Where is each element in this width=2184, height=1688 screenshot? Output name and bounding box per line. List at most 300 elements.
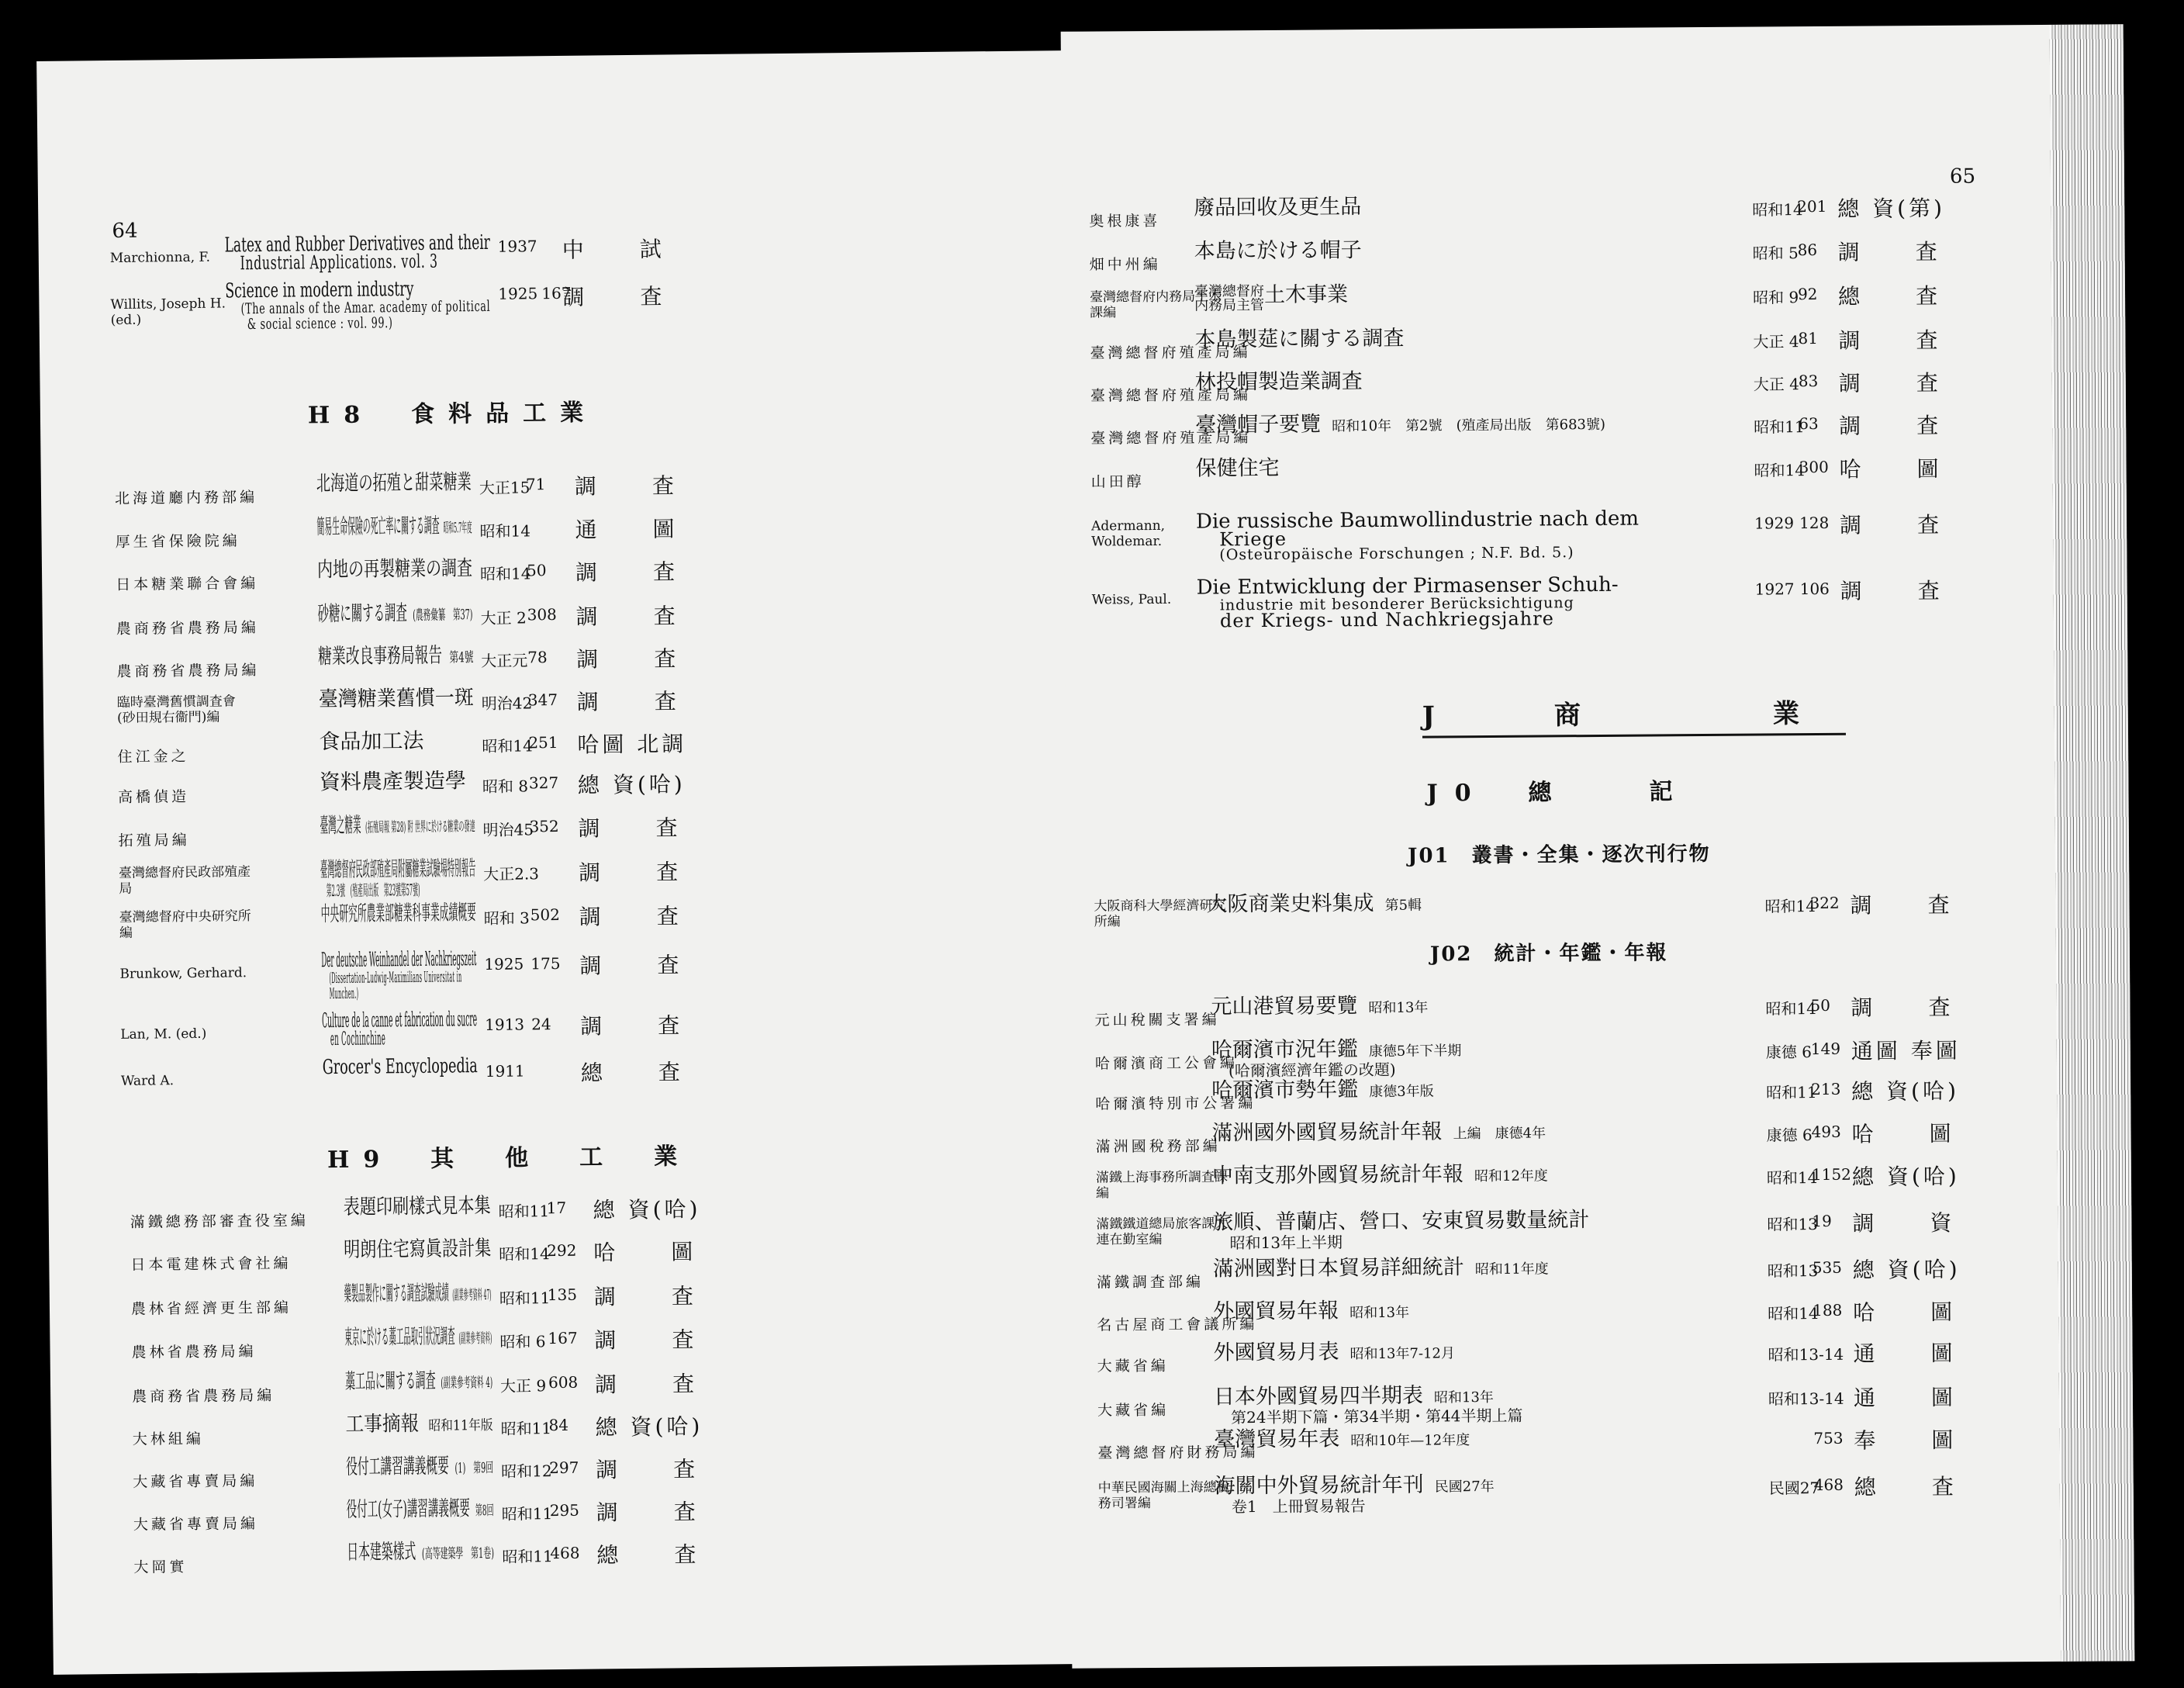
entry-author	[121, 1073, 174, 1089]
entry-pages: 308	[527, 605, 557, 624]
entry-author-line: 日本糖業聯合會編	[116, 575, 259, 593]
entry-year: 昭和 6	[499, 1332, 546, 1351]
entry-pages: 149	[1810, 1039, 1841, 1059]
entry-author	[120, 1026, 206, 1043]
entry-title-main: 北海道の拓殖と甜菜糖業	[316, 470, 472, 496]
entry-pages: 502	[530, 905, 561, 925]
entry-year: 昭和 3	[483, 908, 530, 929]
entry-title	[319, 687, 474, 711]
entry-note: 昭和13年	[1433, 1389, 1494, 1406]
entry-title-main: 明朗住宅寫眞設計集	[344, 1236, 492, 1262]
entry-note: 昭和13年7-12月	[1349, 1345, 1455, 1363]
entry-year: 昭和13-14	[1768, 1389, 1844, 1409]
entry-author-line: 哈爾濱商工公會編	[1094, 1054, 1239, 1073]
entry-title	[1213, 1299, 1409, 1324]
entry-author-line: Woldemar.	[1091, 533, 1163, 550]
entry-pages: 608	[548, 1372, 579, 1392]
entry-author-line: 奥根康喜	[1089, 212, 1161, 230]
entry-year: 昭和11	[1766, 1083, 1817, 1102]
entry-location: 調 査	[579, 903, 696, 930]
entry-title-main: 役付工講習講義概要	[345, 1454, 449, 1479]
right-page	[1061, 24, 2135, 1669]
entry-year: 昭和14	[1752, 200, 1803, 220]
entry-title: Science in modern industry (The annals of the Amar. academy of political & social science : vol. 99.)	[225, 277, 491, 334]
entry-title-cont: en Cochinchine	[330, 1027, 386, 1050]
entry-author-line: 連在勤室編	[1096, 1231, 1163, 1248]
entry-title	[1213, 1340, 1455, 1365]
entry-author-line: 大藏省專賣局編	[133, 1472, 258, 1491]
entry-pages: 327	[528, 773, 559, 793]
entry-year: 昭和11	[501, 1504, 553, 1524]
entry-author-line: Lan, M. (ed.)	[120, 1026, 207, 1043]
entry-title	[321, 901, 476, 926]
catalog-entry	[49, 1236, 1076, 1274]
entry-pages: 213	[1811, 1079, 1841, 1099]
entry-title	[317, 557, 472, 582]
entry-title-main: 役付工(女子)講習講義概要	[346, 1496, 470, 1522]
entry-pages: 17	[546, 1198, 567, 1218]
entry-year: 大正2.3	[483, 864, 540, 884]
entry-year: 大正15	[479, 478, 530, 498]
entry-title	[320, 770, 466, 794]
entry-author	[119, 965, 247, 982]
entry-pages: 347	[527, 690, 558, 710]
entry-title	[321, 949, 477, 1001]
entry-title-main: Die russische Baumwollindustrie nach dem	[1195, 507, 1640, 534]
entry-title-main: 外國貿易年報	[1213, 1299, 1339, 1324]
entry-title	[1194, 327, 1404, 352]
entry-pages: 753	[1813, 1428, 1844, 1448]
entry-location: 調 査	[594, 1326, 711, 1354]
entry-location: 調 査	[1837, 238, 1954, 265]
entry-location: 哈 圖	[1851, 1120, 1968, 1147]
catalog-entry	[43, 643, 1070, 680]
catalog-entry	[49, 1193, 1076, 1231]
entry-year: 昭和13	[1767, 1215, 1818, 1234]
entry-title	[1194, 283, 1348, 313]
entry-author-line: 臨時臺灣舊慣調査會	[116, 694, 236, 711]
entry-title	[1212, 1162, 1548, 1188]
entry-title-main: 滿洲國對日本貿易詳細統計	[1212, 1255, 1464, 1282]
catalog-entry	[1065, 572, 2127, 632]
entry-author-line: 臺灣總督府財務局編	[1097, 1444, 1259, 1462]
entry-note: 昭和13年	[1349, 1304, 1410, 1322]
entry-year: 昭和13	[1767, 1261, 1819, 1281]
entry-title-main: 臺灣帽子要覽	[1195, 412, 1322, 438]
catalog-entry	[42, 556, 1070, 593]
entry-location: 調 査	[579, 952, 696, 979]
entry-author	[130, 1252, 291, 1275]
entry-year: 昭和14	[1765, 999, 1817, 1019]
entry-location: 調 査	[1840, 511, 1957, 538]
page-number: 65	[1949, 164, 1976, 189]
entry-author-line: 元山稅關支署編	[1094, 1011, 1220, 1029]
entry-location: 總 査	[580, 1059, 698, 1086]
entry-year: 昭和12	[501, 1461, 552, 1481]
entry-author-line: Brunkow, Gerhard.	[119, 965, 247, 982]
entry-note: (副業參考資料 4)	[441, 1374, 493, 1392]
entry-title-cont: 昭和13年上半期	[1229, 1233, 1343, 1253]
entry-title	[319, 730, 423, 754]
entry-year: 昭和14	[1766, 1168, 1818, 1188]
entry-author-line: 大岡實	[133, 1558, 188, 1576]
entry-author	[1097, 1399, 1169, 1420]
entry-title-main: 東京に於ける藁工品取引狀況調査	[344, 1324, 455, 1350]
entry-year: 大正 9	[499, 1376, 547, 1396]
entry-author	[116, 616, 259, 638]
entry-author-line: 畑中州編	[1089, 255, 1161, 274]
entry-author-line: 拓殖局編	[118, 831, 190, 849]
entry-author-line: 務司署編	[1097, 1496, 1151, 1512]
entry-title-main: 中央研究所農業部糖業科事業成績概要	[320, 901, 476, 927]
entry-location: 總 査	[596, 1541, 714, 1569]
entry-year: 1937	[497, 237, 537, 256]
entry-title-small	[1194, 284, 1264, 313]
entry-author-line: 滿洲國稅務部編	[1095, 1137, 1221, 1156]
catalog-entry	[1069, 1162, 2131, 1202]
entry-title	[1212, 1209, 1589, 1251]
entry-title-main: 工事摘報	[345, 1411, 420, 1437]
entry-pages: 84	[548, 1415, 569, 1435]
entry-title-main: 本島製莚に關する調査	[1194, 326, 1405, 352]
entry-author-line: 滿鐵總務部審査役室編	[130, 1212, 309, 1231]
entry-title	[345, 1412, 492, 1437]
entry-year: 昭和11	[502, 1547, 553, 1566]
entry-author-line: 農林省農務局編	[131, 1343, 257, 1361]
catalog-entry	[1067, 891, 2130, 930]
entry-location: 總 資(哈)	[593, 1196, 701, 1223]
entry-author	[133, 1469, 257, 1492]
entry-location: 總 資(第)	[1837, 195, 1946, 222]
entry-note: 民國27年	[1434, 1478, 1495, 1496]
catalog-entry	[1067, 994, 2130, 1029]
entry-note: 昭和11年度	[1474, 1261, 1549, 1278]
section-heading-j02: J02 統計・年鑑・年報	[1429, 941, 1668, 967]
entry-title-main: Der deutsche Weinhandel der Nachkriegszeit	[321, 947, 477, 973]
entry-pages: 24	[531, 1015, 551, 1034]
entry-pages: 493	[1811, 1122, 1841, 1142]
catalog-entry	[1063, 326, 2125, 362]
entry-author-line: 臺灣總督府中央研究所	[119, 908, 251, 925]
entry-author	[116, 659, 259, 681]
catalog-entry	[50, 1324, 1077, 1361]
entry-location: 調 査	[578, 815, 695, 842]
entry-title-main: Grocer's Encyclopedia	[322, 1054, 478, 1080]
entry-note: 第5輯	[1384, 897, 1422, 914]
entry-year: 昭和14	[479, 564, 531, 584]
catalog-entry	[50, 1368, 1078, 1406]
entry-author-line: 大藏省專賣局編	[133, 1515, 259, 1534]
entry-author	[115, 529, 240, 552]
entry-location: 總 資(哈)	[1851, 1163, 1960, 1190]
catalog-entry	[43, 686, 1071, 726]
section-heading-j: J 商 業	[1422, 692, 1846, 738]
entry-pages: 468	[1813, 1475, 1844, 1495]
entry-title	[317, 601, 472, 626]
entry-title	[1194, 195, 1361, 220]
catalog-entry	[47, 1054, 1075, 1089]
entry-location: 調 査	[596, 1498, 713, 1526]
entry-pages: 19	[1812, 1211, 1832, 1231]
entry-location: 總 査	[1854, 1473, 1971, 1500]
entry-location: 調 査	[575, 603, 693, 630]
entry-title	[1195, 457, 1279, 481]
entry-note: (1) 第9回	[454, 1459, 494, 1477]
entry-title	[316, 471, 472, 496]
entry-year: 昭和13-14	[1768, 1344, 1844, 1365]
entry-author	[1096, 1134, 1221, 1156]
entry-title-main: 海關中外貿易統計年刊	[1214, 1472, 1424, 1499]
entry-title-main: 臺灣總督府民政部殖產局附屬糖業試驗場特別報告	[320, 856, 476, 883]
entry-title-main: 滿洲國外國貿易統計年報	[1211, 1119, 1443, 1146]
entry-location: 調 査	[593, 1282, 711, 1310]
entry-year: 昭和 8	[482, 777, 529, 797]
entry-location: 調 査	[575, 559, 693, 586]
entry-author	[130, 1209, 309, 1231]
catalog-entry	[1063, 238, 2125, 274]
entry-author: Marchionna, F.	[109, 249, 211, 267]
entry-title-cont: Munchen.)	[329, 984, 359, 1003]
entry-year: 1927	[1754, 579, 1795, 599]
entry-author-line: 高橋偵造	[117, 787, 190, 806]
entry-title	[321, 1008, 478, 1050]
entry-author-line: 哈爾濱特別市公署編	[1095, 1095, 1256, 1113]
entry-year: 昭和14	[499, 1244, 550, 1264]
entry-title	[1214, 1427, 1470, 1451]
entry-author	[133, 1427, 204, 1449]
entry-author-line: 農商務省農務局編	[116, 619, 259, 638]
catalog-entry	[1070, 1255, 2132, 1292]
entry-title-main: 砂糖に關する調査	[317, 601, 407, 627]
entry-title	[1195, 411, 1605, 438]
entry-note: 第8回	[475, 1502, 494, 1520]
catalog-entry	[44, 769, 1072, 806]
entry-note: (拓殖局報 第28) 附 世界に於ける糖業の發達	[365, 818, 475, 836]
entry-author	[133, 1512, 258, 1534]
entry-location: 調 査	[576, 688, 694, 715]
entry-location: 調 査	[1850, 891, 1967, 918]
entry-year: 昭和14	[479, 521, 531, 541]
entry-title-main: 保健住宅	[1195, 455, 1280, 481]
entry-author	[1094, 1008, 1219, 1029]
entry-note: 康德3年版	[1369, 1083, 1434, 1101]
entry-title-main: 臺灣之糖業	[320, 813, 361, 839]
entry-author-line: 農商務省農務局編	[116, 662, 260, 680]
entry-title-part: 内務局主管	[1194, 296, 1265, 314]
entry-pages: 63	[1799, 413, 1819, 434]
entry-title-main: 資料農產製造學	[319, 769, 467, 795]
entry-location: 哈 圖	[593, 1238, 710, 1266]
entry-title	[316, 514, 472, 539]
entry-location: 調 査	[578, 859, 696, 886]
entry-location: 調 査	[574, 472, 692, 500]
entry-location: 調 査	[596, 1455, 713, 1483]
entry-pages: 83	[1798, 372, 1819, 391]
entry-location: 調 査	[1839, 412, 1956, 439]
entry-location: 調 査	[580, 1012, 697, 1039]
entry-title-main: 林投帽製造業調査	[1194, 369, 1363, 395]
entry-note: 昭和10年 第2號 (殖產局出版 第683號)	[1332, 416, 1606, 435]
entry-title-cont: 卷1 上冊貿易報告	[1231, 1496, 1366, 1517]
entry-pages: 188	[1813, 1300, 1843, 1320]
catalog-entry	[1062, 195, 2124, 230]
catalog-entry	[52, 1539, 1080, 1576]
entry-title-main: Die Entwicklung der Pirmasenser Schuh-	[1196, 572, 1619, 600]
entry-author-line: 北海道廳内務部編	[114, 489, 258, 507]
entry-title-main: 日本建築樣式	[347, 1539, 416, 1565]
entry-title-cont: industrie mit besonderer Berücksichtigung	[1219, 594, 1574, 614]
entry-location: 哈圖 北調	[577, 731, 687, 758]
entry-year: 大正 4	[1753, 332, 1799, 351]
entry-title-main: 廢品回收及更生品	[1194, 195, 1362, 220]
entry-title-main: 元山港貿易要覽	[1211, 994, 1358, 1019]
entry-location: 總 資(哈)	[1852, 1256, 1961, 1283]
section-heading-h8: H8 食料品工業	[307, 399, 598, 430]
entry-author	[1091, 470, 1145, 491]
entry-location: 哈 圖	[1853, 1299, 1970, 1326]
catalog-entry	[41, 470, 1069, 507]
catalog-entry	[47, 1008, 1074, 1050]
entry-location: 調 査	[562, 283, 679, 310]
entry-author-line: 大阪商科大學經濟研究	[1094, 898, 1226, 915]
entry-title	[1211, 1119, 1546, 1145]
entry-pages: 71	[525, 475, 546, 494]
entry-author	[1098, 1479, 1230, 1511]
catalog-entry	[1064, 507, 2127, 564]
catalog-entry	[43, 728, 1071, 766]
entry-year: 明治42	[481, 694, 533, 714]
entry-title-cont: (Osteuropäische Forschungen ; N.F. Bd. 5.)	[1219, 544, 1574, 564]
entry-title	[344, 1325, 492, 1350]
entry-year: 康德 6	[1765, 1043, 1813, 1062]
entry-title	[1211, 1037, 1462, 1079]
entry-author-line: 課編	[1090, 305, 1117, 321]
entry-note: (農務彙纂 第37)	[413, 607, 473, 624]
entry-author	[1097, 1271, 1204, 1292]
entry-pages: 297	[549, 1458, 579, 1478]
entry-year: 昭和11	[498, 1202, 550, 1221]
entry-title	[1196, 509, 1639, 563]
entry-author-line: 滿鐵鐵道總局旅客課大	[1096, 1216, 1228, 1233]
entry-note: (副業參考資料 47)	[452, 1286, 492, 1304]
entry-pages: 81	[1798, 329, 1818, 348]
catalog-entry	[46, 947, 1073, 1003]
entry-pages: 135	[547, 1285, 578, 1305]
entry-location: 通圖 奉圖	[1851, 1037, 1961, 1064]
entry-author-line: Weiss, Paul.	[1091, 591, 1172, 608]
entry-author-line: 局	[119, 880, 133, 897]
entry-author	[132, 1384, 275, 1406]
entry-author-line: 編	[1096, 1185, 1110, 1202]
entry-year: 昭和14	[1754, 461, 1806, 480]
catalog-entry	[1069, 1119, 2131, 1156]
catalog-entry	[1070, 1299, 2132, 1334]
entry-location: 通 圖	[1853, 1384, 1971, 1411]
catalog-entry	[39, 277, 1066, 334]
entry-year: 昭和11	[499, 1288, 551, 1308]
entry-pages: 300	[1799, 457, 1829, 477]
catalog-entry	[1068, 1037, 2130, 1081]
entry-pages: 352	[529, 816, 559, 836]
entry-location: 通 圖	[1853, 1340, 1970, 1367]
entry-pages: 128	[1799, 513, 1830, 533]
entry-location: 調 査	[594, 1370, 712, 1398]
entry-author-line: 農林省經濟更生部編	[130, 1299, 292, 1318]
entry-title-main: 外國貿易月表	[1213, 1340, 1339, 1365]
catalog-entry	[1070, 1383, 2133, 1427]
catalog-entry	[52, 1496, 1080, 1534]
entry-title-main: 表題印刷樣式見本集	[343, 1193, 491, 1219]
entry-year: 大正 2	[480, 608, 527, 628]
entry-title	[318, 644, 474, 669]
section-heading-j01: J01 叢書・全集・逐次刊行物	[1407, 842, 1711, 868]
entry-title-cont: (Dissertation-Ludwig-Maximilians Universitat in	[329, 968, 462, 988]
entry-title-main: 中南支那外國貿易統計年報	[1211, 1162, 1464, 1188]
entry-pages: 175	[530, 953, 561, 974]
entry-author	[1089, 209, 1160, 231]
entry-pages: 1152	[1811, 1164, 1851, 1185]
entry-title-cont: Kriege	[1219, 528, 1287, 551]
entry-title	[1211, 1077, 1434, 1102]
entry-title-main: 糖業改良事務局報告	[318, 643, 443, 669]
entry-author	[1096, 1216, 1228, 1247]
entry-author	[119, 828, 190, 850]
entry-title-main: 日本外國貿易四半期表	[1213, 1383, 1424, 1410]
entry-location: 總 資(哈)	[577, 771, 686, 798]
entry-pages: 92	[1797, 285, 1818, 304]
entry-title-main: 哈爾濱市況年鑑	[1211, 1037, 1358, 1063]
entry-note: (高等建築學 第1卷)	[421, 1544, 495, 1562]
entry-author-line: 中華民國海關上海總稅	[1097, 1479, 1230, 1496]
entry-title-main: 藥製品製作に關する調査試驗成績	[344, 1281, 449, 1306]
entry-author-line: 滿鐵調査部編	[1096, 1273, 1204, 1292]
entry-year: 昭和14	[1768, 1304, 1819, 1323]
entry-note: 昭和5.7年度	[443, 520, 472, 537]
entry-pages: 86	[1797, 240, 1818, 260]
entry-note: (副業參考資料)	[458, 1330, 492, 1347]
catalog-entry	[1063, 282, 2125, 321]
entry-author	[1091, 518, 1165, 550]
entry-author-line: (砂田規右衞門)編	[116, 709, 220, 726]
catalog-entry	[1071, 1472, 2134, 1517]
section-heading-h9: H9 其 他 工 業	[327, 1143, 692, 1174]
entry-author-line: 臺灣總督府殖產局編	[1090, 386, 1252, 405]
entry-author	[118, 785, 189, 807]
entry-pages: 295	[549, 1500, 580, 1520]
entry-author	[119, 908, 251, 941]
entry-title-main: 本島に於ける帽子	[1194, 238, 1362, 264]
entry-author-line: 編	[119, 925, 133, 941]
catalog-entry	[1069, 1208, 2131, 1253]
entry-title	[344, 1282, 492, 1306]
entry-pages: 50	[526, 561, 547, 580]
entry-author-line: 滿鐵上海事務所調査課	[1095, 1169, 1228, 1186]
entry-title-main: 簡易生命保險の死亡率に關する調査	[316, 514, 440, 540]
catalog-entry	[1063, 412, 2126, 448]
entry-author-line: 所編	[1094, 914, 1121, 930]
entry-title	[1206, 892, 1422, 917]
left-page	[36, 50, 1081, 1675]
entry-title-cont: der Kriegs- und Nachkriegsjahre	[1219, 607, 1554, 632]
entry-title	[1213, 1255, 1549, 1281]
entry-author-line: 厚生省保險院編	[115, 532, 240, 551]
entry-title-part: 臺灣總督府	[1194, 282, 1265, 300]
entry-title	[343, 1195, 490, 1219]
entry-author	[1096, 1169, 1228, 1201]
entry-year: 1929	[1754, 514, 1795, 533]
entry-author-line: 大藏省編	[1097, 1357, 1169, 1375]
page-edge	[2050, 24, 2135, 1662]
